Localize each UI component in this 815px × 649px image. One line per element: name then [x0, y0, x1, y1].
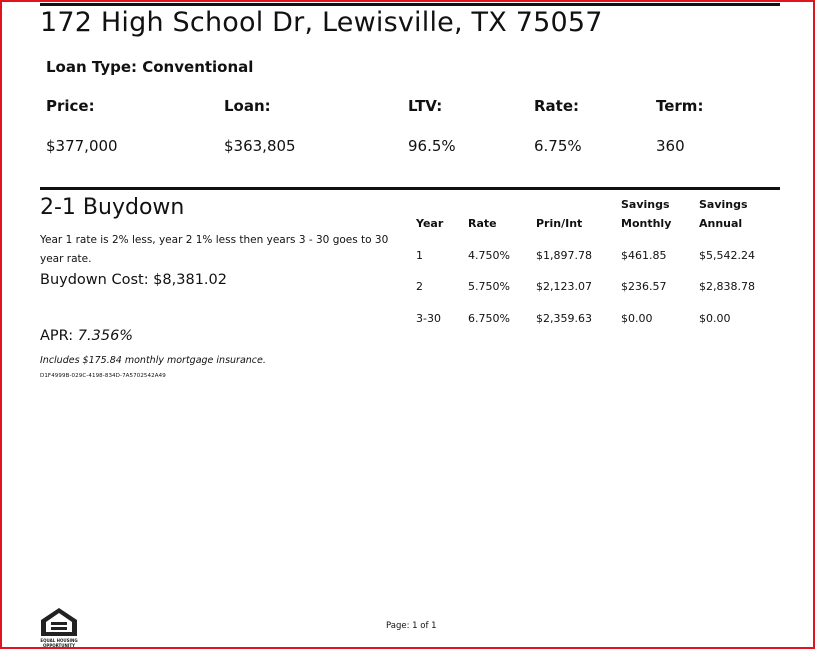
row1-savings-monthly: $461.85 [621, 249, 667, 262]
equal-housing-logo [38, 606, 80, 648]
property-address: 172 High School Dr, Lewisville, TX 75057 [40, 7, 603, 38]
price-label: Price: [46, 97, 95, 115]
header-savings-monthly [621, 195, 671, 233]
header-savings-monthly-line2: Monthly [621, 217, 672, 230]
row3-prin-int: $2,359.63 [536, 312, 592, 325]
row2-year: 2 [416, 280, 423, 293]
header-prin-int: Prin/Int [536, 217, 583, 230]
top-divider [40, 3, 780, 6]
row3-savings-monthly: $0.00 [621, 312, 653, 325]
row1-prin-int: $1,897.78 [536, 249, 592, 262]
header-savings-annual [699, 195, 748, 233]
row3-savings-annual: $0.00 [699, 312, 731, 325]
row3-rate: 6.750% [468, 312, 510, 325]
header-year: Year [416, 217, 444, 230]
header-rate: Rate [468, 217, 497, 230]
rate-label: Rate: [534, 97, 580, 115]
buydown-cost: Buydown Cost: $8,381.02 [40, 272, 227, 288]
loan-type: Loan Type: Conventional [46, 58, 254, 76]
row1-savings-annual: $5,542.24 [699, 249, 755, 262]
equal-housing-icon [38, 606, 80, 648]
section-divider [40, 187, 780, 190]
term-value: 360 [656, 137, 685, 155]
loan-value: $363,805 [224, 137, 296, 155]
svg-text:OPPORTUNITY: OPPORTUNITY [42, 643, 76, 648]
rate-value: 6.75% [534, 137, 582, 155]
row3-year: 3-30 [416, 312, 441, 325]
row2-savings-monthly: $236.57 [621, 280, 667, 293]
apr-label: APR: [40, 328, 74, 344]
buydown-description: Year 1 rate is 2% less, year 2 1% less then years 3 - 30 goes to 30 year rate. [40, 234, 389, 265]
buydown-title: 2-1 Buydown [40, 195, 185, 220]
price-value: $377,000 [46, 137, 118, 155]
row2-rate: 5.750% [468, 280, 510, 293]
row1-rate: 4.750% [468, 249, 510, 262]
loan-label: Loan: [224, 97, 271, 115]
header-savings-annual-line2: Annual [699, 217, 743, 230]
row1-year: 1 [416, 249, 423, 262]
term-label: Term: [656, 97, 704, 115]
page-number: Page: 1 of 1 [386, 621, 437, 631]
header-savings-annual-line1: Savings [699, 198, 748, 211]
header-savings-monthly-line1: Savings [621, 198, 670, 211]
row2-prin-int: $2,123.07 [536, 280, 592, 293]
ltv-label: LTV: [408, 97, 443, 115]
row2-savings-annual: $2,838.78 [699, 280, 755, 293]
svg-text:EQUAL HOUSING: EQUAL HOUSING [40, 638, 78, 643]
apr [40, 328, 133, 344]
document-id: D1F4999B-029C-4198-834D-7A5702542A49 [40, 373, 166, 379]
apr-value: 7.356% [77, 328, 134, 344]
ltv-value: 96.5% [408, 137, 456, 155]
mortgage-insurance-note: Includes $175.84 monthly mortgage insurance. [40, 355, 266, 366]
